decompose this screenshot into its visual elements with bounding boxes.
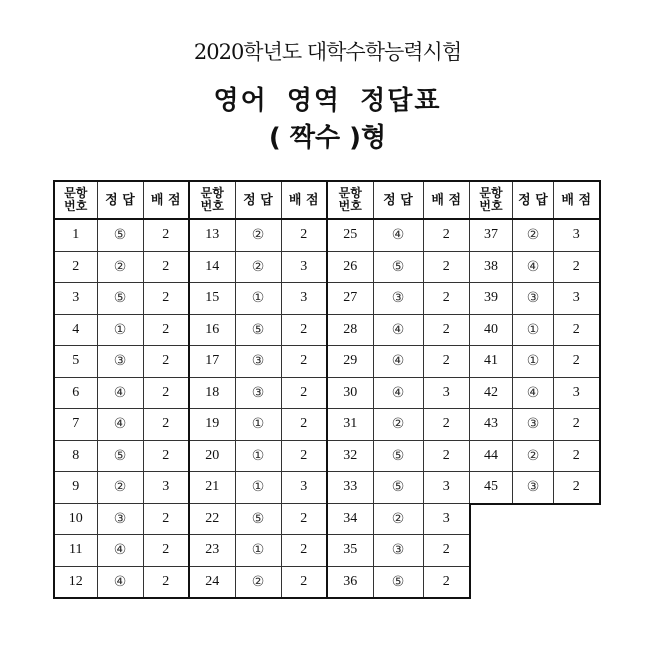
answer-cell: ② bbox=[373, 409, 423, 441]
question-number-cell: 44 bbox=[470, 440, 513, 472]
answer-cell: ④ bbox=[373, 346, 423, 378]
table-row bbox=[470, 251, 600, 283]
points-cell: 3 bbox=[143, 472, 189, 504]
answer-cell: ④ bbox=[373, 314, 423, 346]
question-number-cell: 23 bbox=[189, 535, 235, 567]
answer-cell: ⑤ bbox=[373, 566, 423, 598]
question-number-cell: 10 bbox=[54, 503, 97, 535]
answer-cell: ④ bbox=[97, 409, 143, 441]
points-cell: 2 bbox=[281, 346, 327, 378]
table-row bbox=[470, 409, 600, 441]
answer-cell: ① bbox=[97, 314, 143, 346]
answer-cell: ⑤ bbox=[235, 314, 281, 346]
answer-cell: ① bbox=[235, 283, 281, 315]
points-cell: 2 bbox=[143, 219, 189, 251]
points-cell: 2 bbox=[143, 409, 189, 441]
points-cell: 2 bbox=[281, 440, 327, 472]
table-row bbox=[470, 314, 600, 346]
points-cell: 2 bbox=[143, 283, 189, 315]
points-cell: 2 bbox=[423, 314, 470, 346]
header-points: 배 점 bbox=[554, 181, 600, 219]
points-cell: 2 bbox=[554, 346, 600, 378]
table-row bbox=[470, 283, 600, 315]
question-number-cell: 35 bbox=[327, 535, 373, 567]
question-number-cell: 34 bbox=[327, 503, 373, 535]
points-cell: 2 bbox=[281, 409, 327, 441]
points-cell: 2 bbox=[423, 535, 470, 567]
points-cell: 2 bbox=[143, 535, 189, 567]
question-number-cell: 27 bbox=[327, 283, 373, 315]
question-number-cell: 38 bbox=[470, 251, 513, 283]
table-row bbox=[54, 314, 470, 346]
question-number-cell: 3 bbox=[54, 283, 97, 315]
table-row bbox=[54, 409, 470, 441]
question-number-cell: 37 bbox=[470, 219, 513, 251]
question-number-cell: 25 bbox=[327, 219, 373, 251]
answer-cell: ⑤ bbox=[373, 251, 423, 283]
answer-cell: ③ bbox=[513, 409, 554, 441]
answer-cell: ⑤ bbox=[235, 503, 281, 535]
table-row bbox=[54, 346, 470, 378]
question-number-cell: 19 bbox=[189, 409, 235, 441]
question-number-cell: 42 bbox=[470, 377, 513, 409]
question-number-cell: 28 bbox=[327, 314, 373, 346]
question-number-cell: 43 bbox=[470, 409, 513, 441]
answer-cell: ⑤ bbox=[97, 219, 143, 251]
points-cell: 2 bbox=[281, 566, 327, 598]
answer-cell: ④ bbox=[513, 377, 554, 409]
answer-cell: ④ bbox=[373, 377, 423, 409]
points-cell: 2 bbox=[554, 440, 600, 472]
header-points: 배 점 bbox=[143, 181, 189, 219]
points-cell: 2 bbox=[423, 251, 470, 283]
question-number-cell: 4 bbox=[54, 314, 97, 346]
header-question-number: 문항 번호 bbox=[327, 181, 373, 219]
question-number-cell: 8 bbox=[54, 440, 97, 472]
points-cell: 2 bbox=[423, 409, 470, 441]
points-cell: 3 bbox=[281, 472, 327, 504]
table-header-row bbox=[54, 181, 470, 219]
header-points: 배 점 bbox=[423, 181, 470, 219]
answer-cell: ③ bbox=[513, 283, 554, 315]
answer-cell: ③ bbox=[97, 346, 143, 378]
answer-cell: ⑤ bbox=[373, 472, 423, 504]
points-cell: 3 bbox=[281, 251, 327, 283]
points-cell: 2 bbox=[554, 314, 600, 346]
question-number-cell: 6 bbox=[54, 377, 97, 409]
points-cell: 3 bbox=[423, 503, 470, 535]
answer-cell: ② bbox=[513, 219, 554, 251]
answer-cell: ⑤ bbox=[373, 440, 423, 472]
table-row bbox=[54, 472, 470, 504]
answer-cell: ③ bbox=[235, 377, 281, 409]
answer-cell: ① bbox=[235, 472, 281, 504]
points-cell: 2 bbox=[423, 440, 470, 472]
answer-cell: ③ bbox=[97, 503, 143, 535]
question-number-cell: 39 bbox=[470, 283, 513, 315]
table-row bbox=[54, 377, 470, 409]
table-row bbox=[54, 251, 470, 283]
header-question-number: 문항 번호 bbox=[54, 181, 97, 219]
answer-cell: ② bbox=[97, 472, 143, 504]
points-cell: 2 bbox=[143, 503, 189, 535]
table-row bbox=[470, 346, 600, 378]
question-number-cell: 12 bbox=[54, 566, 97, 598]
answer-cell: ② bbox=[235, 219, 281, 251]
header-question-number: 문항 번호 bbox=[189, 181, 235, 219]
points-cell: 2 bbox=[423, 566, 470, 598]
answer-cell: ④ bbox=[97, 535, 143, 567]
points-cell: 3 bbox=[423, 472, 470, 504]
question-number-cell: 45 bbox=[470, 472, 513, 504]
answer-cell: ④ bbox=[373, 219, 423, 251]
points-cell: 2 bbox=[143, 251, 189, 283]
header-answer: 정 답 bbox=[97, 181, 143, 219]
points-cell: 2 bbox=[143, 346, 189, 378]
answer-cell: ④ bbox=[97, 377, 143, 409]
answer-cell: ② bbox=[235, 566, 281, 598]
answer-cell: ② bbox=[373, 503, 423, 535]
table-row bbox=[470, 219, 600, 251]
points-cell: 2 bbox=[143, 566, 189, 598]
points-cell: 2 bbox=[143, 377, 189, 409]
answer-cell: ④ bbox=[513, 251, 554, 283]
question-number-cell: 29 bbox=[327, 346, 373, 378]
table-row bbox=[470, 440, 600, 472]
points-cell: 2 bbox=[281, 503, 327, 535]
table-row bbox=[54, 219, 470, 251]
answer-cell: ① bbox=[235, 409, 281, 441]
points-cell: 2 bbox=[554, 472, 600, 504]
points-cell: 3 bbox=[554, 283, 600, 315]
points-cell: 2 bbox=[281, 219, 327, 251]
question-number-cell: 40 bbox=[470, 314, 513, 346]
table-row bbox=[54, 503, 470, 535]
answer-key-table-group-4 bbox=[469, 180, 601, 505]
table-row bbox=[54, 283, 470, 315]
question-number-cell: 15 bbox=[189, 283, 235, 315]
answer-cell: ① bbox=[513, 314, 554, 346]
question-number-cell: 33 bbox=[327, 472, 373, 504]
answer-cell: ① bbox=[235, 440, 281, 472]
question-number-cell: 22 bbox=[189, 503, 235, 535]
question-number-cell: 9 bbox=[54, 472, 97, 504]
answer-cell: ② bbox=[513, 440, 554, 472]
question-number-cell: 32 bbox=[327, 440, 373, 472]
question-number-cell: 17 bbox=[189, 346, 235, 378]
points-cell: 2 bbox=[423, 219, 470, 251]
answer-cell: ③ bbox=[235, 346, 281, 378]
question-number-cell: 14 bbox=[189, 251, 235, 283]
points-cell: 2 bbox=[423, 283, 470, 315]
answer-cell: ① bbox=[235, 535, 281, 567]
points-cell: 2 bbox=[281, 314, 327, 346]
table-header-row bbox=[470, 181, 600, 219]
header-answer: 정 답 bbox=[373, 181, 423, 219]
answer-cell: ② bbox=[97, 251, 143, 283]
question-number-cell: 24 bbox=[189, 566, 235, 598]
question-number-cell: 13 bbox=[189, 219, 235, 251]
question-number-cell: 5 bbox=[54, 346, 97, 378]
question-number-cell: 36 bbox=[327, 566, 373, 598]
points-cell: 2 bbox=[423, 346, 470, 378]
answer-cell: ③ bbox=[513, 472, 554, 504]
exam-form-type: ( 짝수 )형 bbox=[268, 123, 387, 153]
points-cell: 2 bbox=[554, 409, 600, 441]
table-row bbox=[54, 440, 470, 472]
question-number-cell: 16 bbox=[189, 314, 235, 346]
answer-cell: ② bbox=[235, 251, 281, 283]
table-row bbox=[54, 535, 470, 567]
header-answer: 정 답 bbox=[235, 181, 281, 219]
answer-cell: ③ bbox=[373, 283, 423, 315]
table-row bbox=[470, 377, 600, 409]
question-number-cell: 18 bbox=[189, 377, 235, 409]
question-number-cell: 20 bbox=[189, 440, 235, 472]
points-cell: 3 bbox=[423, 377, 470, 409]
question-number-cell: 30 bbox=[327, 377, 373, 409]
points-cell: 2 bbox=[554, 251, 600, 283]
points-cell: 2 bbox=[143, 440, 189, 472]
answer-cell: ③ bbox=[373, 535, 423, 567]
question-number-cell: 1 bbox=[54, 219, 97, 251]
answer-cell: ⑤ bbox=[97, 440, 143, 472]
points-cell: 3 bbox=[281, 283, 327, 315]
header-question-number: 문항 번호 bbox=[470, 181, 513, 219]
question-number-cell: 31 bbox=[327, 409, 373, 441]
question-number-cell: 2 bbox=[54, 251, 97, 283]
answer-cell: ① bbox=[513, 346, 554, 378]
header-points: 배 점 bbox=[281, 181, 327, 219]
answer-cell: ⑤ bbox=[97, 283, 143, 315]
points-cell: 3 bbox=[554, 219, 600, 251]
exam-title: 2020학년도 대학수학능력시험 bbox=[193, 40, 462, 64]
question-number-cell: 21 bbox=[189, 472, 235, 504]
answer-key-table bbox=[53, 180, 471, 599]
answer-cell: ④ bbox=[97, 566, 143, 598]
table-row bbox=[54, 566, 470, 598]
table-row bbox=[470, 472, 600, 504]
question-number-cell: 11 bbox=[54, 535, 97, 567]
header-answer: 정 답 bbox=[513, 181, 554, 219]
points-cell: 2 bbox=[281, 377, 327, 409]
points-cell: 3 bbox=[554, 377, 600, 409]
points-cell: 2 bbox=[143, 314, 189, 346]
question-number-cell: 26 bbox=[327, 251, 373, 283]
points-cell: 2 bbox=[281, 535, 327, 567]
question-number-cell: 7 bbox=[54, 409, 97, 441]
document-title: 영어 영역 정답표 bbox=[213, 86, 442, 116]
question-number-cell: 41 bbox=[470, 346, 513, 378]
